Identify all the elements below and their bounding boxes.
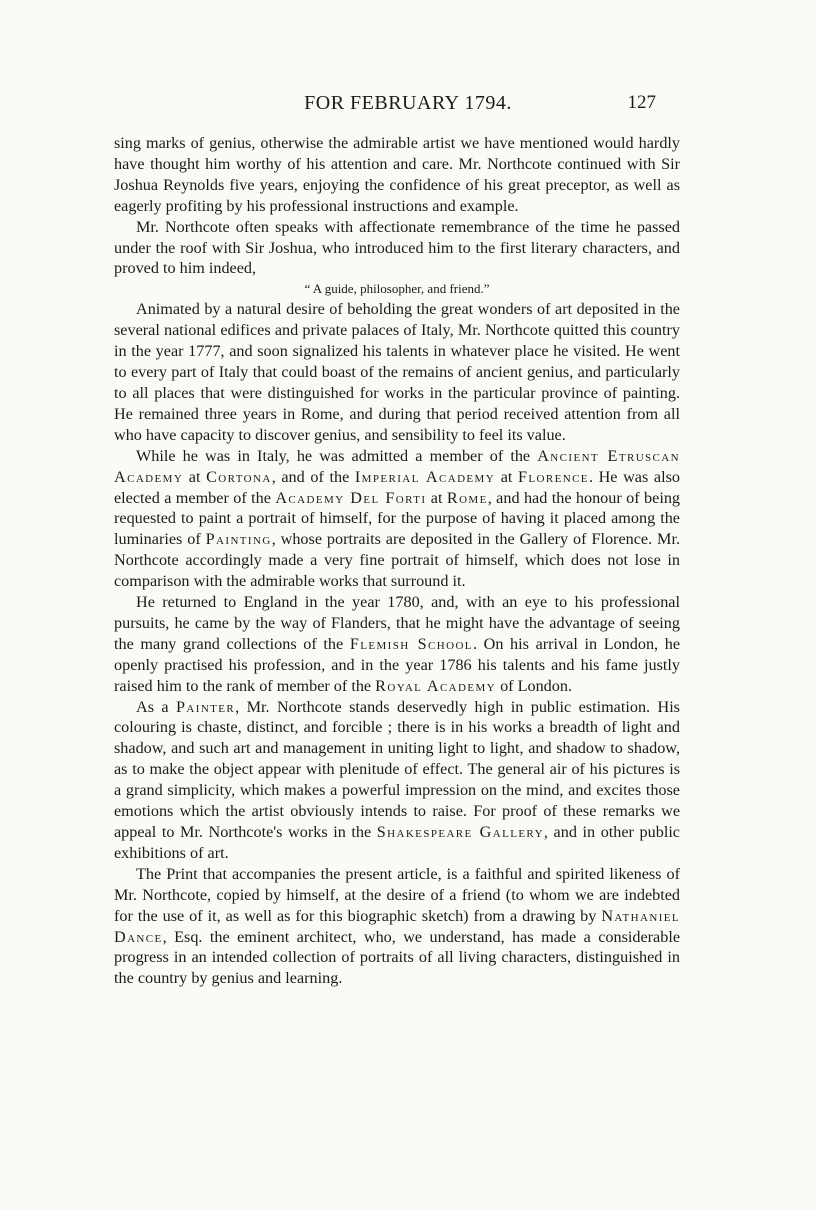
paragraph-2: Mr. Northcote often speaks with affectionate remembrance of the time he passed under the roof with Sir Joshua, who introduced him to the first literary characters, and proved to him indeed,	[114, 217, 680, 278]
text-run: , Esq. the eminent architect, who, we understand, has made a considerable progress in an intended collection of portraits of all living characters, distinguished in the country by genius and learning.	[114, 927, 680, 988]
text-run: As a	[136, 697, 177, 716]
text-run: , and of the	[271, 467, 355, 486]
academy-name: Royal Academy	[375, 676, 497, 695]
text-run: at	[495, 467, 518, 486]
paragraph-7	[114, 864, 680, 989]
text-run: He returned to England in the year 1780, and, with an eye to his professional pursuits, he came by the way of Flanders, that he might have the advantage of seeing the many grand collections of the	[114, 593, 680, 653]
text-run: of London.	[496, 676, 572, 695]
page-number: 127	[627, 92, 656, 113]
text-run: The Print that accompanies the present article, is a faithful and spirited likeness of Mr. Northcote, copied by himself, at the desire of a friend (to whom we are indebted for the use of it, as well as for this biographic sketch) from a drawing by	[114, 864, 680, 925]
school-name: Flemish School	[349, 634, 473, 653]
text-run: , whose portraits are deposited in the Gallery of Florence. Mr. Northcote accordingly made a very fine portrait of himself, which does not lose in comparison with the admirable works that surround it.	[114, 530, 680, 591]
pope-quotation: “ A guide, philosopher, and friend.”	[304, 281, 490, 297]
academy-name: Imperial Academy	[354, 467, 496, 486]
paragraph-5	[114, 592, 680, 697]
profession-name: Painter	[176, 697, 236, 716]
text-run: , Mr. Northcote stands deservedly high in public estimation. His colouring is chaste, distinct, and forcible ; there is in his works a breadth of light and shadow, and such art and management in uniting light to light, and shadow to shadow, as to make the object appear with plenitude of effect. The general air of his pictures is a grand simplicity, which makes a powerful impression on the mind, and excites those emotions which the artist obviously intends to raise. For proof of these remarks we appeal to Mr. Northcote's works in the	[114, 697, 680, 841]
place-name: Florence	[518, 467, 589, 486]
gallery-name: Shakespeare Gallery	[376, 823, 544, 841]
place-name: Cortona	[206, 467, 272, 486]
academy-name: Academy Del Forti	[275, 488, 427, 507]
academy-name: Ancient Etruscan Academy	[114, 446, 680, 486]
text-run: . He was also elected a member of the	[114, 467, 680, 507]
text-run: While he was in Italy, he was admitted a member of the	[136, 446, 538, 465]
running-head: FOR FEBRUARY 1794.	[304, 92, 512, 114]
text-run: , and had the honour of being requested to paint a portrait of himself, for the purpose of having it placed among the luminaries of	[114, 488, 681, 549]
place-name: Rome	[446, 488, 488, 507]
art-name: Painting	[205, 530, 272, 549]
text-run: , and in other public exhibitions of art.	[114, 823, 680, 862]
page-header	[0, 92, 816, 118]
article-text	[114, 133, 680, 989]
text-run: at	[183, 467, 207, 486]
artist-name: Nathaniel Dance	[114, 906, 680, 946]
paragraph-1: sing marks of genius, otherwise the admirable artist we have mentioned would hardly have thought him worthy of his attention and care. Mr. Northcote continued with Sir Joshua Reynolds five years, enjoying the confidence of his great preceptor, as well as eagerly profiting by his professional instructions and example.	[114, 134, 680, 215]
text-run: . On his arrival in London, he openly practised his profession, and in the year 1786 his talents and his fame justly raised him to the rank of member of the	[114, 634, 681, 695]
text-run: at	[426, 488, 447, 507]
paragraph-3: Animated by a natural desire of beholding the great wonders of art deposited in the several national edifices and private palaces of Italy, Mr. Northcote quitted this country in the year 1777, and soon signalized his talents in whatever place he visited. He went to every part of Italy that could boast of the remains of ancient genius, and particularly to all places that were distinguished for works in the particular province of painting. He remained three years in Rome, and during that period received attention from all who have capacity to discover genius, and sensibility to feel its value.	[114, 300, 680, 444]
paragraph-4	[114, 446, 680, 592]
paragraph-6	[114, 697, 680, 864]
